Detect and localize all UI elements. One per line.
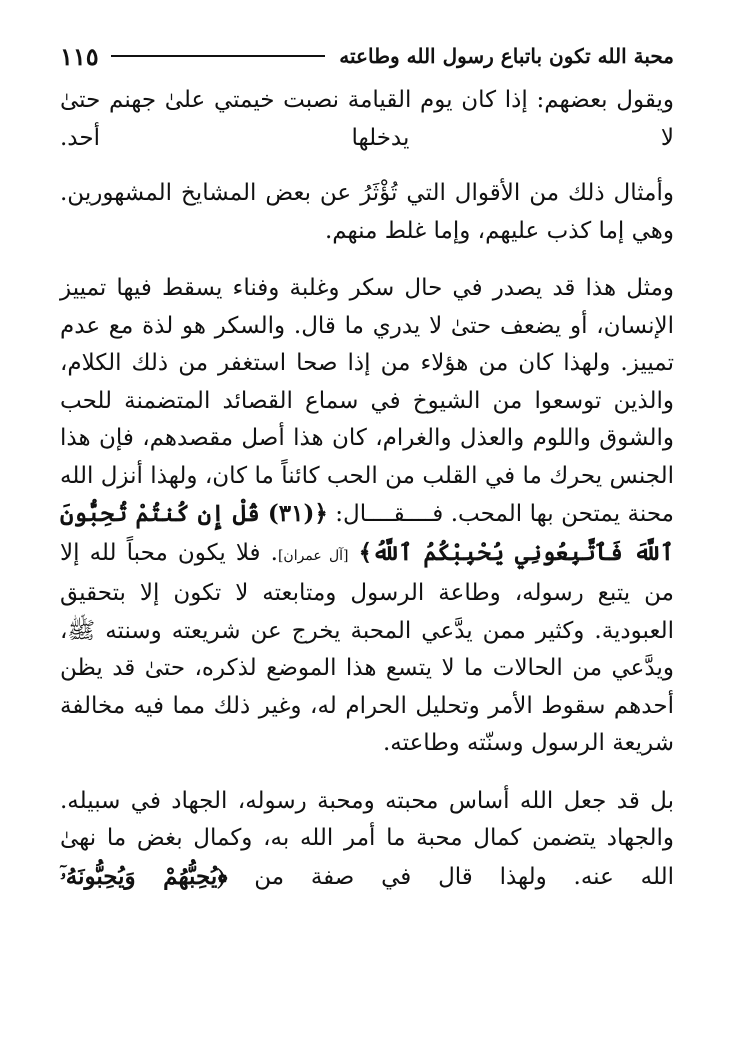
- verse-reference: [آل عمران]: [277, 547, 349, 564]
- paragraph-3-text-before: ومثل هذا قد يصدر في حال سكر وغلبة وفناء يسقط فيها تمييز الإنسان، أو يضعف حتىٰ لا يدري ما قال. والسكر هو لذة مع عدم تمييز. ولهذا كان من هؤلاء من إذا صحا استغفر من ذلك الكلام، والذين توسعوا من الشيوخ في سماع القصائد المتضمنة للحب والشوق واللوم والعذل والغرام، كان هذا أصل مقصدهم، فإن هذا الجنس يحرك ما في القلب من الحب كائناً ما كان، ولهذا أنزل الله محنة يمتحن بها المحب. فــــقــــال:: [60, 275, 674, 527]
- quran-verse-2: ﴿يُحِبُّهُمْ وَيُحِبُّونَهُۥٓ: [60, 862, 228, 890]
- paragraph-1: ويقول بعضهم: إذا كان يوم القيامة نصبت خيمتي علىٰ جهنم حتىٰ لا يدخلها أحد.: [60, 87, 674, 151]
- header-rule: [111, 55, 326, 57]
- book-page: [60, 36, 674, 896]
- paragraph-4: [60, 783, 674, 897]
- paragraph-3-text-after: . فلا يكون محباً لله إلا من يتبع رسوله، وطاعة الرسول ومتابعته لا تكون إلا بتحقيق العبودية. وكثير ممن يدَّعي المحبة يخرج عن شريعته وسنته ﷺ، ويدَّعي من الحالات ما لا يتسع هذا الموضع لذكره، حتىٰ قد يظن أحدهم سقوط الأمر وتحليل الحرام له، وغير ذلك مما فيه مخالفة شريعة الرسول وسنّته وطاعته.: [60, 539, 674, 756]
- paragraph-3: [60, 270, 674, 763]
- paragraph-4-text: بل قد جعل الله أساس محبته ومحبة رسوله، الجهاد في سبيله. والجهاد يتضمن كمال محبة ما أمر الله به، وكمال بغض ما نهىٰ الله عنه. ولهذا قال في صفة من: [60, 787, 674, 890]
- quran-verse: ﴿(٣١) قُلْ إِن كُنتُمْ تُحِبُّونَ ٱللَّهَ فَٱتَّبِعُونِي يُحْبِبْكُمُ ٱللَّهُ﴾: [60, 500, 675, 566]
- page-header: [60, 36, 674, 76]
- running-title: محبة الله تكون باتباع رسول الله وطاعته: [339, 44, 674, 68]
- paragraph-2: وأمثال ذلك من الأقوال التي تُؤْثَرُ عن بعض المشايخ المشهورين. وهي إما كذب عليهم، وإما غلط منهم.: [60, 180, 674, 244]
- page-number: ١١٥: [60, 41, 99, 71]
